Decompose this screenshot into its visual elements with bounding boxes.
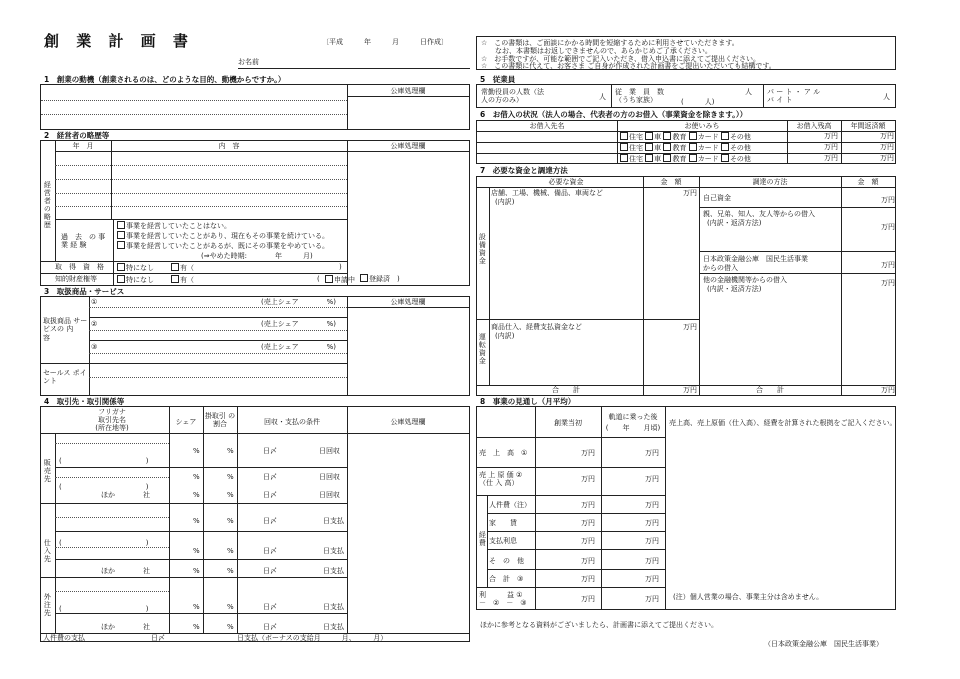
product-3-share: (売上シェア %) [261,343,336,351]
funds-box: 必要な資金 金 額 調達の方法 金 額 設備資金 店舗、工場、機械、備品、車両など (内訳) 万円 運転資金 商品仕入、経費支払資金など (内訳) 万円 合 計 万円 合 計 万円 自己資金 万円 親、兄弟、知人、友人等からの借入 (内訳・返済方法) 万円 日本政策金融公庫 国民生活事業 からの借入 万円 他の金融機関等からの借入 (内訳・返済方法) 万円 [476,176,896,396]
labor-pay-terms: 日支払（ボーナスの支給月 月、 月） [237,634,388,642]
section-4-title: 4 取引先・取引関係等 [44,397,125,406]
purchase-other: ほか 社 [101,567,150,575]
need-label: 必要な資金 [548,178,584,186]
working-desc: 商品仕入、経費支払資金など [491,323,582,331]
office-use-label: 公庫処理欄 [390,87,426,95]
officers-label: 常勤役員の人数（法人の方のみ） [481,88,544,105]
amount2-label: 金 額 [857,178,879,186]
office-use-label: 公庫処理欄 [390,418,426,426]
need-total: 合 計 [552,386,580,394]
sales-row: 売 上 高 ① [479,449,528,457]
own-funds: 自己資金 [703,194,731,202]
notice-line: ☆ この書類に代えて、お客さま ご自身が作成された計画書をご提出いただいても結構です。 [481,62,776,70]
career-box: 経営者の略歴 年 月 内 容 公庫処理欄 過 去 の 事 業 経 験 事業を経営していたことはない。 事業を経営していたことがあり、現在もその事業を続けている。 事業を経営していたことがあるが、既にその事業をやめている。 (⇒やめた時期: 年 月) 取 得 資 格 特になし 有（ ) 知的財産権等 特になし 有（ ( 申請中 [40,140,470,286]
outlook-note: (注）個人営業の場合、事業主分は含めません。 [673,593,824,601]
working-funds-label: 運転資金 [478,333,487,365]
sales-partners-label: 販売先 [43,459,52,483]
quit-time: (⇒やめた時期: 年 月) [201,252,313,260]
share-label: シェア [175,418,197,426]
profit-row: 利 益 ① － ② － ③ [479,591,530,608]
amount-label: 金 額 [660,178,682,186]
motive-box [40,84,470,130]
terms-label: 回収・支払の条件 [264,418,320,426]
experience-option-2[interactable]: 事業を経営していたことがあり、現在もその事業を続けている。 [117,231,329,240]
partners-box: フリガナ 取引先名 (所在地等) シェア 掛取引 の割合 回収・支払の条件 公庫処理欄 販売先 ( ) ( ) ほか 社 % % 日〆 日回収 % % 日〆 日回収 % % 日〆 日回収 仕入先 ( ) ほか 社 % % 日〆 日支払 % % 日〆 日支払 % % 日〆 日支払 外注先 ( ) ほか 社 % % 日〆 日支払 % % 日〆 日支払 人件費の支払 日〆 日支払（ボーナスの支給月 月、 月） [40,406,470,642]
office-use-label: 公庫処理欄 [390,142,426,150]
labor-pay-label: 人件費の支払 [43,634,85,642]
section-5-title: 5 従業員 [480,75,516,84]
partner-name-label: 取引先名 [98,416,126,424]
ip-have-checkbox[interactable]: 有（ [171,275,194,284]
qual-have-checkbox[interactable]: 有（ [171,263,194,272]
track-label: 軌道に乗った後 [608,413,658,421]
employees-box: 常勤役員の人数（法人の方のみ） 人 従 業 員 数（うち家族） 人 ( 人) パ ー ト ・ ア ル バ イ ト 人 [476,84,896,108]
section-1-title: 1 創業の動機（創業されるのは、どのような目的、動機からですか。） [44,75,286,84]
name-label: お名前 [238,58,259,66]
section-2-title: 2 経営者の略歴等 [44,131,110,140]
rent-row: 家 賃 [489,519,517,527]
experience-option-1[interactable]: 事業を経営していたことはない。 [117,221,231,230]
experience-option-3[interactable]: 事業を経営していたことがあるが、既にその事業をやめている。 [117,241,329,250]
part-time-label: パ ー ト ・ ア ル バ イ ト [767,88,821,105]
section-3-title: 3 取扱商品・サービス [44,287,125,296]
sales-other: ほか 社 [101,491,150,499]
office-use-label: 公庫処理欄 [390,298,426,306]
creation-date: 〔平成 年 月 日作成〕 [322,38,448,46]
equip-desc: 店舗、工場、機械、備品、車両など [491,189,603,197]
employee-count-label: 従 業 員 数（うち家族） [615,88,664,105]
past-experience-label: 過 去 の 事 業 経 験 [61,233,106,250]
outsource-partners-label: 外注先 [43,593,52,617]
others-row: そ の 他 [489,557,524,565]
product-2-share: (売上シェア %) [261,320,336,328]
purpose-label: お使いみち [684,122,720,130]
outlook-box: 創業当初 軌道に乗った後 ( 年 月頃) 売上高、売上原価（仕入高）、経費を計算された根拠をご記入ください。 売 上 高 ① 万円 万円 売 上 原 価 ②（仕 入 高） 万円 万円 経費 人件費（注） 万円 万円 家 賃 万円 万円 支払利息 万円 万円 そ の 他 万円 万円 合 計 ③ 万円 万円 利 益 ① － ② － ③ 万円 万円 (注）個人営業の場合、事業主分は含めません。 [476,406,896,610]
ip-none-checkbox[interactable]: 特になし [117,275,154,284]
ip-registered-checkbox[interactable]: 登録済 ) [360,274,400,283]
other-bank-loan: 他の金融機関等からの借入 [703,276,787,284]
product-1-num: ① [91,298,98,306]
qual-none-checkbox[interactable]: 特になし [117,263,154,272]
sales-point-label: セールス ポイント [43,369,87,386]
notice-box [476,36,896,70]
interest-row: 支払利息 [489,537,517,545]
col-date: 年 月 [72,142,94,150]
products-label: 取扱商品 サービスの 内 容 [43,317,88,342]
start-label: 創業当初 [554,419,582,427]
use-checkboxes-row-1[interactable]: 住宅 車 教育 カード その他 [620,132,751,141]
reference-note: ほかに参考となる資料がございましたら、計画書に添えてご提出ください。 [480,621,718,629]
family-loan: 親、兄弟、知人、友人等からの借入 [703,210,815,218]
use-checkboxes-row-2[interactable]: 住宅 車 教育 カード その他 [620,143,751,152]
jfc-loan: 日本政策金融公庫 国民生活事業 [703,255,808,263]
career-side-label: 経営者の略歴 [43,181,52,229]
notice-line: ☆ お手数ですが、可能な範囲でご記入いただき、借入申込書に添えてご提出ください。 [481,55,760,63]
balance-label: お借入残高 [796,122,832,130]
use-checkboxes-row-3[interactable]: 住宅 車 教育 カード その他 [620,154,751,163]
product-3-num: ③ [91,343,98,351]
section-8-title: 8 事業の見通し（月平均） [480,397,576,406]
credit-ratio-label: 掛取引 の割合 [204,412,236,429]
section-7-title: 7 必要な資金と調達方法 [480,166,568,175]
outsource-other: ほか 社 [101,623,150,631]
notice-line: なお、本書類はお返しできませんので、あらかじめご了承ください。 [481,47,712,55]
form-title: 創 業 計 画 書 [44,32,194,50]
furigana-label: フリガナ [98,408,126,416]
method-total: 合 計 [756,386,784,394]
equip-funds-label: 設備資金 [478,233,487,265]
name-underline [238,68,470,69]
purchase-partners-label: 仕入先 [43,539,52,563]
lender-label: お借入先名 [529,122,565,130]
product-2-num: ② [91,320,98,328]
product-1-share: (売上シェア %) [261,298,336,306]
basis-label: 売上高、売上原価（仕入高）、経費を計算された根拠をご記入ください。 [669,419,897,427]
method-label: 調達の方法 [752,178,788,186]
organization: （日本政策金融公庫 国民生活事業） [764,640,883,648]
cost-row: 売 上 原 価 ②（仕 入 高） [479,471,523,488]
section-6-title: 6 お借入の状況（法人の場合、代表者の方のお借入（事業資金を除きます。）） [480,110,748,119]
labor-row: 人件費（注） [489,501,531,509]
notice-line: ☆ この書類は、ご面談にかかる時間を短縮するために利用させていただきます。 [481,39,739,47]
qualification-label: 取 得 資 格 [55,263,104,271]
expenses-label: 経費 [478,531,487,547]
expense-total-row: 合 計 ③ [489,575,524,583]
products-box [40,296,470,396]
ip-applying-checkbox[interactable]: 申請中 [325,275,355,284]
address-label: (所在地等) [95,424,129,432]
annual-repay-label: 年間返済額 [850,122,886,130]
col-content: 内 容 [218,142,240,150]
ip-label: 知的財産権等 [55,275,97,283]
